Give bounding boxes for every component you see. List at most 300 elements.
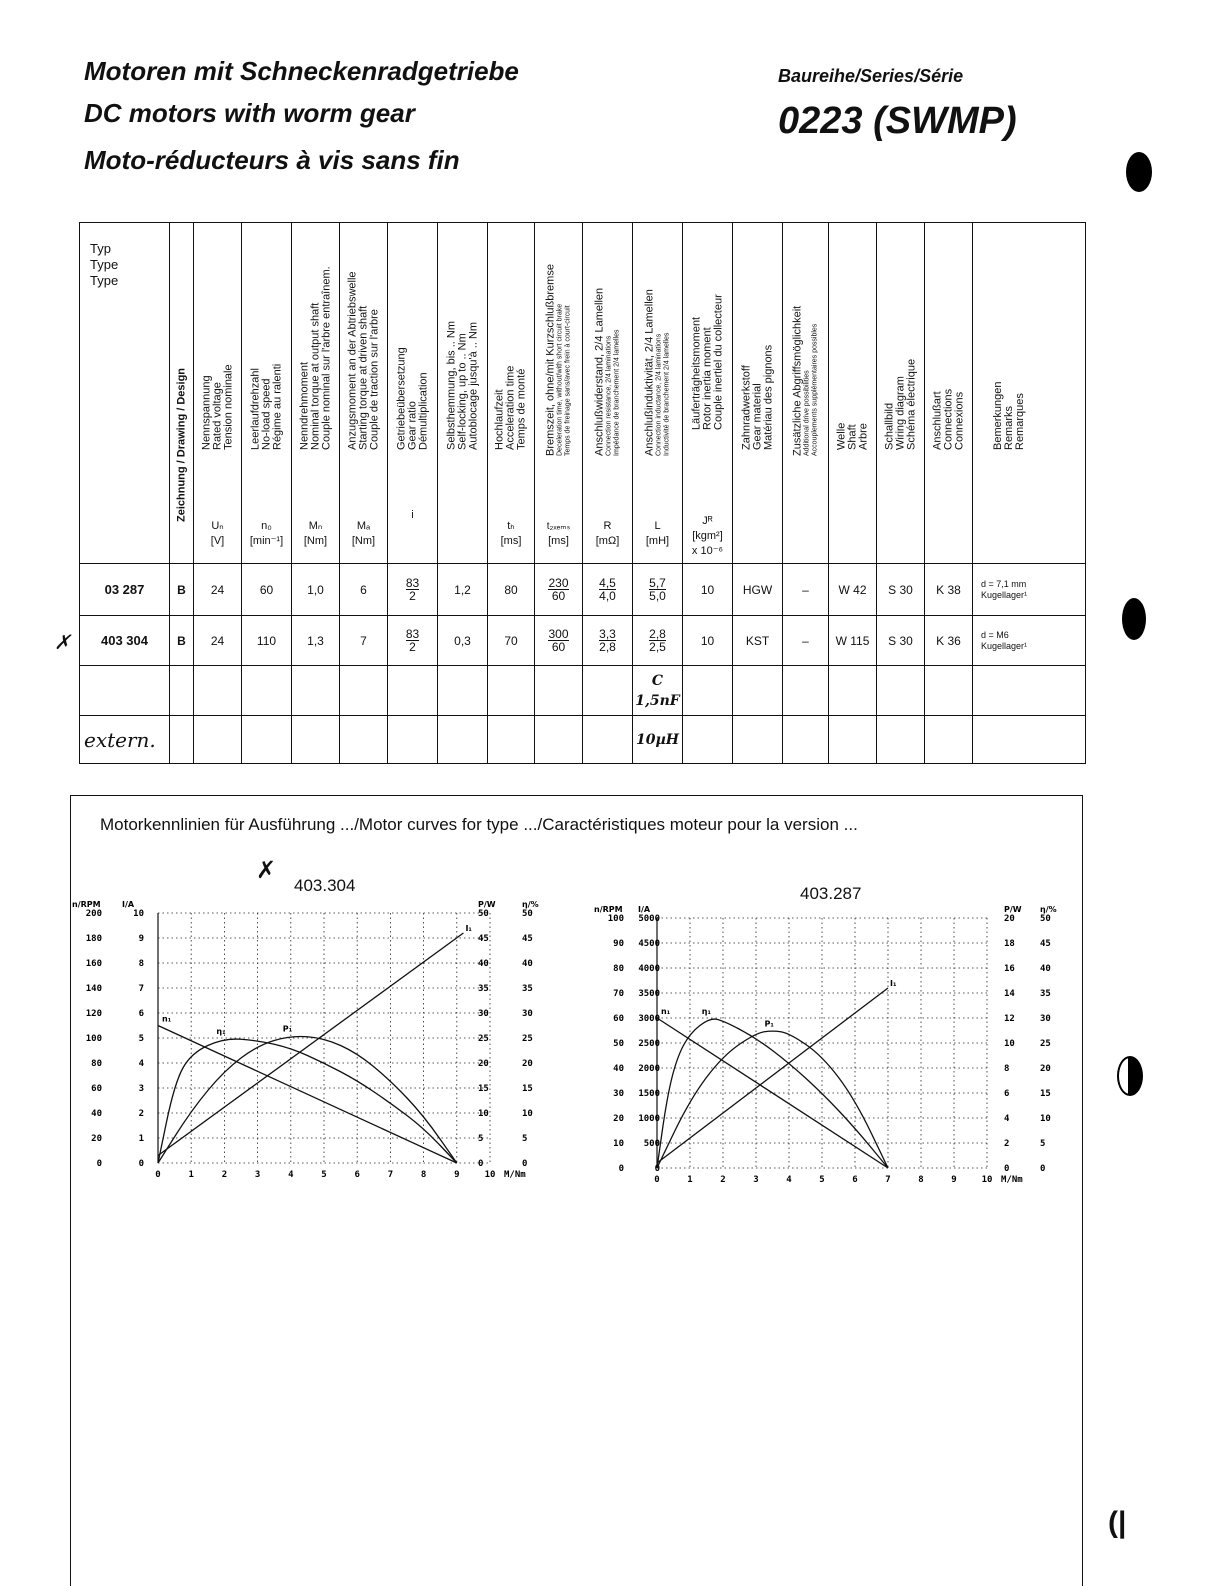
unit-text: [kgm²] <box>692 530 723 542</box>
col-text: Hochlaufzeit <box>493 389 506 450</box>
table-header-row <box>80 223 1086 564</box>
remark-line: d = 7,1 mm <box>981 578 1027 589</box>
speed-cell: 110 <box>242 616 292 666</box>
y-tick-label: 20 <box>1004 914 1015 924</box>
empty-cell <box>783 716 829 764</box>
col-nominal-torque <box>292 223 340 564</box>
y-tick-label: 5 <box>478 1134 484 1144</box>
unit-symbol: Mₐ <box>356 520 371 532</box>
col-text: Acceleration time <box>504 365 517 450</box>
col-text: Bremszeit, ohne/mit Kurzschlußbremse <box>544 264 556 456</box>
curve-label-I: I₁ <box>465 924 472 933</box>
remark-cell <box>973 564 1086 616</box>
col-remarks <box>973 223 1086 564</box>
col-additional-drive <box>783 223 829 564</box>
axis-unit-label: I/A <box>122 900 135 909</box>
col-text: Schallbild <box>883 402 895 450</box>
y-tick-label: 45 <box>478 934 489 944</box>
wiring-cell: S 30 <box>877 616 925 666</box>
y-tick-label: 60 <box>91 1084 102 1094</box>
col-text: Leerlaufdrehzahl <box>249 368 261 450</box>
spec-table <box>79 222 1086 764</box>
col-text: Bemerkungen <box>992 381 1004 450</box>
wiring-cell: S 30 <box>877 564 925 616</box>
empty-cell <box>783 666 829 716</box>
col-text: Nennspannung <box>200 375 212 450</box>
curve-label-P: P₁ <box>764 1019 774 1029</box>
x-tick-label: 4 <box>288 1170 294 1180</box>
col-text: Wiring diagram <box>894 376 906 450</box>
x-tick-label: 8 <box>918 1175 924 1185</box>
starting-torque-cell: 6 <box>340 564 388 616</box>
type-cell: 03 287 <box>80 564 170 616</box>
y-tick-label: 8 <box>1004 1064 1010 1074</box>
y-tick-label: 12 <box>1004 1014 1015 1024</box>
col-text: Schéma électrique <box>905 358 917 450</box>
unit-text: [mΩ] <box>595 535 620 547</box>
y-tick-label: 10 <box>522 1109 533 1119</box>
fraction-top: 83 <box>405 626 420 641</box>
fraction-bottom: 5,0 <box>649 588 666 603</box>
empty-cell <box>292 716 340 764</box>
y-tick-label: 2500 <box>638 1039 660 1049</box>
empty-cell <box>488 716 535 764</box>
series-code: 0223 (SWMP) <box>778 100 1017 142</box>
empty-cell <box>733 716 783 764</box>
empty-cell <box>683 716 733 764</box>
empty-cell <box>733 666 783 716</box>
x-tick-label: 6 <box>852 1175 858 1185</box>
col-text: Régime au ralenti <box>271 363 283 450</box>
y-tick-label: 8 <box>138 959 144 969</box>
empty-cell <box>877 716 925 764</box>
axis-unit-label: η/% <box>522 900 539 909</box>
y-tick-label: 0 <box>522 1159 528 1169</box>
y-tick-label: 7 <box>138 984 144 994</box>
drive-cell: – <box>783 564 829 616</box>
table-row <box>80 616 1086 666</box>
curve-label-eta: η₁ <box>701 1007 712 1016</box>
voltage-cell: 24 <box>194 616 242 666</box>
nominal-torque-cell: 1,3 <box>292 616 340 666</box>
table-row <box>80 666 1086 716</box>
col-inertia <box>683 223 733 564</box>
empty-cell <box>925 666 973 716</box>
col-connections <box>925 223 973 564</box>
y-tick-label: 5 <box>1040 1139 1046 1149</box>
x-axis-label: M/Nm <box>504 1170 526 1180</box>
y-tick-label: 50 <box>522 909 533 919</box>
empty-cell <box>292 666 340 716</box>
y-tick-label: 120 <box>85 1009 102 1019</box>
handwritten-cap: 1,5nF <box>635 692 680 709</box>
accel-cell: 70 <box>488 616 535 666</box>
axis-unit-label: P/W <box>1004 905 1022 914</box>
y-tick-label: 40 <box>478 959 489 969</box>
y-tick-label: 0 <box>96 1159 102 1169</box>
y-tick-label: 40 <box>91 1109 102 1119</box>
y-tick-label: 1500 <box>638 1089 660 1099</box>
y-tick-label: 35 <box>1040 989 1051 999</box>
unit-symbol: R <box>603 520 612 532</box>
y-tick-label: 20 <box>522 1059 533 1069</box>
voltage-cell: 24 <box>194 564 242 616</box>
y-tick-label: 25 <box>522 1034 533 1044</box>
curve-I <box>657 988 888 1163</box>
y-tick-label: 4 <box>138 1059 144 1069</box>
connection-cell: K 38 <box>925 564 973 616</box>
fraction-top: 3,3 <box>599 626 616 641</box>
col-text: Anschlußwiderstand, 2/4 Lamellen <box>593 287 605 456</box>
y-tick-label: 100 <box>607 914 624 924</box>
y-tick-label: 80 <box>613 964 624 974</box>
col-text: Couple de traction sur l'arbre <box>368 309 380 450</box>
y-tick-label: 15 <box>1040 1089 1051 1099</box>
remark-line: d = M6 <box>981 629 1009 640</box>
unit-text: [mH] <box>645 535 670 547</box>
y-tick-label: 4 <box>1004 1114 1010 1124</box>
y-tick-label: 2 <box>138 1109 144 1119</box>
motor-curve-chart-403304 <box>70 895 570 1195</box>
y-tick-label: 9 <box>138 934 144 944</box>
self-lock-cell: 1,2 <box>438 564 488 616</box>
x-tick-label: 6 <box>354 1170 360 1180</box>
x-tick-label: 3 <box>753 1175 759 1185</box>
y-tick-label: 0 <box>618 1164 624 1174</box>
col-text: Couple inertiel du collecteur <box>712 294 724 430</box>
empty-cell <box>829 716 877 764</box>
shaft-cell: W 42 <box>829 564 877 616</box>
col-speed <box>242 223 292 564</box>
axis-unit-label: I/A <box>638 905 651 914</box>
col-gear-material <box>733 223 783 564</box>
gear-ratio-cell <box>388 616 438 666</box>
y-tick-label: 5 <box>522 1134 528 1144</box>
empty-cell <box>438 716 488 764</box>
empty-cell <box>973 716 1086 764</box>
col-text: Nominal torque at output shaft <box>309 302 321 450</box>
y-tick-label: 50 <box>1040 914 1051 924</box>
y-tick-label: 20 <box>478 1059 489 1069</box>
x-tick-label: 0 <box>155 1170 161 1180</box>
chart-title-403304: 403.304 <box>294 876 356 895</box>
punch-hole <box>1117 1056 1143 1096</box>
x-tick-label: 7 <box>387 1170 394 1180</box>
resistance-cell <box>583 564 633 616</box>
col-text: Läuferträgheitsmoment <box>690 316 702 430</box>
col-text: Rotor inertia moment <box>701 327 713 430</box>
empty-cell <box>535 716 583 764</box>
remark-cell <box>973 616 1086 666</box>
col-acceleration <box>488 223 535 564</box>
selection-mark: ✗ <box>256 857 277 884</box>
y-tick-label: 25 <box>1040 1039 1051 1049</box>
chart-title-403287: 403.287 <box>800 884 862 903</box>
y-tick-label: 10 <box>133 909 144 919</box>
x-tick-label: 3 <box>254 1170 261 1180</box>
x-tick-label: 4 <box>786 1175 792 1185</box>
unit-text: [Nm] <box>303 535 328 547</box>
x-tick-label: 9 <box>951 1175 957 1185</box>
drawing-header-text: Zeichnung / Drawing / Design <box>175 367 187 522</box>
col-text: Gear material <box>751 383 763 450</box>
col-text: Connexions <box>953 391 965 450</box>
y-tick-label: 14 <box>1004 989 1015 999</box>
gear-ratio-cell <box>388 564 438 616</box>
starting-torque-cell: 7 <box>340 616 388 666</box>
curves-title: Motorkennlinien für Ausführung .../Motor curves for type .../Caractéristiques moteur pour la version ... <box>100 815 858 834</box>
unit-text: [ms] <box>500 535 522 547</box>
y-tick-label: 3500 <box>638 989 660 999</box>
col-gear-ratio <box>388 223 438 564</box>
y-tick-label: 160 <box>85 959 102 969</box>
empty-cell <box>340 666 388 716</box>
y-tick-label: 45 <box>1040 939 1051 949</box>
gear-material-cell: KST <box>733 616 783 666</box>
y-tick-label: 1 <box>138 1134 144 1144</box>
unit-text: [ms] <box>548 535 569 547</box>
empty-cell <box>242 666 292 716</box>
y-tick-label: 0 <box>654 1164 660 1174</box>
col-text: Deceleration time, without/with short circuit brake <box>556 303 563 456</box>
col-text: Temps de freinage sans/avec frein à court-circuit <box>564 305 571 456</box>
y-tick-label: 15 <box>522 1084 533 1094</box>
x-tick-label: 1 <box>687 1175 693 1185</box>
col-self-locking <box>438 223 488 564</box>
y-tick-label: 20 <box>1040 1064 1051 1074</box>
y-tick-label: 70 <box>613 989 624 999</box>
y-tick-label: 35 <box>478 984 489 994</box>
brake-time-cell <box>535 616 583 666</box>
unit-symbol: tₕ <box>507 520 515 532</box>
col-text: Self-locking, up to .. Nm <box>456 333 468 450</box>
empty-cell <box>973 666 1086 716</box>
empty-cell <box>242 716 292 764</box>
col-text: Accouplements supplémentaires possibles <box>811 323 818 456</box>
fraction-top: 2,8 <box>649 626 666 641</box>
motor-curve-chart-403287 <box>590 900 1060 1200</box>
inductance-cell <box>633 564 683 616</box>
curve-label-eta: η₁ <box>216 1027 226 1036</box>
y-tick-label: 10 <box>1040 1114 1051 1124</box>
unit-symbol: Mₙ <box>308 520 323 532</box>
x-tick-label: 1 <box>188 1170 194 1180</box>
y-tick-label: 4000 <box>638 964 660 974</box>
col-text: Rated voltage <box>211 382 223 450</box>
empty-cell <box>683 666 733 716</box>
y-tick-label: 45 <box>522 934 533 944</box>
col-text: Zahnradwerkstoff <box>740 365 752 450</box>
y-tick-label: 30 <box>478 1009 489 1019</box>
col-text: Remarques <box>1014 393 1026 450</box>
title-french: Moto-réducteurs à vis sans fin <box>84 145 460 175</box>
y-tick-label: 90 <box>613 939 624 949</box>
handwritten-capacitor <box>633 666 683 716</box>
curve-label-n: n₁ <box>162 1014 172 1024</box>
col-text: Selbsthemmung, bis .. Nm <box>445 321 457 450</box>
x-tick-label: 5 <box>819 1175 825 1185</box>
inductance-cell <box>633 616 683 666</box>
y-tick-label: 30 <box>1040 1014 1051 1024</box>
y-tick-label: 3 <box>138 1084 144 1094</box>
fraction-top: 5,7 <box>649 575 666 590</box>
col-text: Inductivité de branchement 2/4 lamelles <box>663 332 670 456</box>
y-tick-label: 0 <box>478 1159 484 1169</box>
fraction-top: 4,5 <box>599 575 616 590</box>
self-lock-cell: 0,3 <box>438 616 488 666</box>
type-header-de: Typ <box>90 241 111 256</box>
punch-hole: (| <box>1108 1506 1127 1539</box>
col-resistance <box>583 223 633 564</box>
y-tick-label: 4500 <box>638 939 660 949</box>
y-tick-label: 2000 <box>638 1064 660 1074</box>
empty-cell <box>583 666 633 716</box>
resistance-cell <box>583 616 633 666</box>
y-tick-label: 2 <box>1004 1139 1010 1149</box>
unit-symbol: Uₙ <box>211 520 224 532</box>
nominal-torque-cell: 1,0 <box>292 564 340 616</box>
col-text: Matériau des pignons <box>762 344 774 450</box>
col-text: Anzugsmoment an der Abtriebswelle <box>346 271 358 450</box>
col-brake-time <box>535 223 583 564</box>
empty-cell <box>535 666 583 716</box>
type-header <box>80 223 170 564</box>
col-text: Tension nominale <box>222 364 234 450</box>
col-text: Couple nominal sur l'arbre entraînem. <box>320 266 332 450</box>
x-tick-label: 2 <box>720 1175 726 1185</box>
unit-symbol: L <box>654 520 661 532</box>
unit-text: [V] <box>210 535 225 547</box>
empty-cell <box>388 716 438 764</box>
y-tick-label: 10 <box>1004 1039 1015 1049</box>
curve-P <box>657 1031 888 1168</box>
y-tick-label: 100 <box>85 1034 102 1044</box>
empty-cell <box>438 666 488 716</box>
col-text: Welle <box>835 422 847 450</box>
unit-text: [Nm] <box>351 535 376 547</box>
y-tick-label: 80 <box>91 1059 102 1069</box>
curve-n <box>657 1018 888 1168</box>
y-tick-label: 40 <box>522 959 533 969</box>
drive-cell: – <box>783 616 829 666</box>
y-tick-label: 35 <box>522 984 533 994</box>
punch-hole <box>1122 598 1146 640</box>
col-starting-torque <box>340 223 388 564</box>
col-text: Anschlußinduktivität, 2/4 Lamellen <box>643 289 655 456</box>
col-text: Connections <box>942 388 954 450</box>
y-tick-label: 30 <box>522 1009 533 1019</box>
y-tick-label: 50 <box>613 1039 624 1049</box>
x-tick-label: 10 <box>981 1175 993 1185</box>
curve-label-P: P₁ <box>282 1024 293 1034</box>
x-tick-label: 2 <box>221 1170 228 1180</box>
col-text: Getriebeübersetzung <box>395 347 407 450</box>
axis-unit-label: n/RPM <box>594 905 623 914</box>
fraction-bottom: 2 <box>409 639 416 654</box>
col-text: Connection resistance, 2/4 laminations <box>605 335 612 456</box>
drawing-header <box>170 223 194 564</box>
type-header-en: Type <box>90 257 119 272</box>
col-text: Arbre <box>857 423 869 450</box>
handwritten-inductance: 10µH <box>633 716 683 764</box>
unit-symbol: t₂ₓₑₘₛ <box>546 521 571 532</box>
empty-cell <box>925 716 973 764</box>
y-tick-label: 20 <box>91 1134 102 1144</box>
y-tick-label: 3000 <box>638 1014 660 1024</box>
remark-line: Kugellager¹ <box>981 589 1028 600</box>
curve-label-n: n₁ <box>661 1007 671 1016</box>
margin-mark: ✗ <box>54 630 71 654</box>
empty-cell <box>388 666 438 716</box>
y-tick-label: 6 <box>1004 1089 1010 1099</box>
empty-cell <box>80 666 170 716</box>
col-text: Shaft <box>846 424 858 450</box>
handwritten-c: C <box>651 672 664 689</box>
col-text: Démultiplication <box>417 372 429 450</box>
type-cell: 403 304 <box>80 616 170 666</box>
y-tick-label: 30 <box>613 1089 624 1099</box>
empty-cell <box>194 666 242 716</box>
x-tick-label: 10 <box>484 1170 496 1180</box>
gear-material-cell: HGW <box>733 564 783 616</box>
col-text: Remarks <box>1003 405 1015 450</box>
y-tick-label: 40 <box>1040 964 1051 974</box>
drawing-cell: B <box>170 564 194 616</box>
unit-symbol: n₀ <box>261 520 272 532</box>
col-text: Temps de monté <box>515 368 528 450</box>
series-label: Baureihe/Series/Série <box>778 66 964 86</box>
x-tick-label: 5 <box>321 1170 327 1180</box>
col-text: Anschlußart <box>931 391 943 450</box>
col-text: Connection inductance, 2/4 laminations <box>655 333 662 456</box>
fraction-bottom: 2 <box>409 588 416 603</box>
fraction-bottom: 60 <box>551 639 566 654</box>
unit-symbol: i <box>411 509 414 521</box>
fraction-bottom: 2,8 <box>599 639 616 654</box>
y-tick-label: 200 <box>85 909 102 919</box>
unit-text: [min⁻¹] <box>249 535 284 547</box>
fraction-bottom: 4,0 <box>599 588 616 603</box>
y-tick-label: 5000 <box>638 914 660 924</box>
col-wiring <box>877 223 925 564</box>
fraction-bottom: 2,5 <box>649 639 666 654</box>
y-tick-label: 25 <box>478 1034 489 1044</box>
col-text: Impédance de branchement 2/4 lamelles <box>613 329 620 456</box>
y-tick-label: 40 <box>613 1064 624 1074</box>
handwritten-extern: extern. <box>80 716 170 764</box>
axis-unit-label: η/% <box>1040 905 1057 914</box>
title-german: Motoren mit Schneckenradgetriebe <box>84 56 519 86</box>
table-row <box>80 716 1086 764</box>
axis-unit-label: P/W <box>478 900 496 909</box>
y-tick-label: 180 <box>85 934 102 944</box>
y-tick-label: 10 <box>613 1139 624 1149</box>
x-tick-label: 9 <box>454 1170 460 1180</box>
table-row <box>80 564 1086 616</box>
x-axis-label: M/Nm <box>1001 1175 1023 1185</box>
col-text: Autoblocage jusqu'à .. Nm <box>467 321 479 450</box>
empty-cell <box>194 716 242 764</box>
col-text: Additional drive possibilities <box>803 370 810 456</box>
y-tick-label: 60 <box>613 1014 624 1024</box>
empty-cell <box>340 716 388 764</box>
x-tick-label: 7 <box>885 1175 891 1185</box>
col-inductance <box>633 223 683 564</box>
curve-I <box>158 933 463 1156</box>
remark-line: Kugellager¹ <box>981 640 1028 651</box>
x-tick-label: 0 <box>654 1175 660 1185</box>
y-tick-label: 5 <box>138 1034 144 1044</box>
